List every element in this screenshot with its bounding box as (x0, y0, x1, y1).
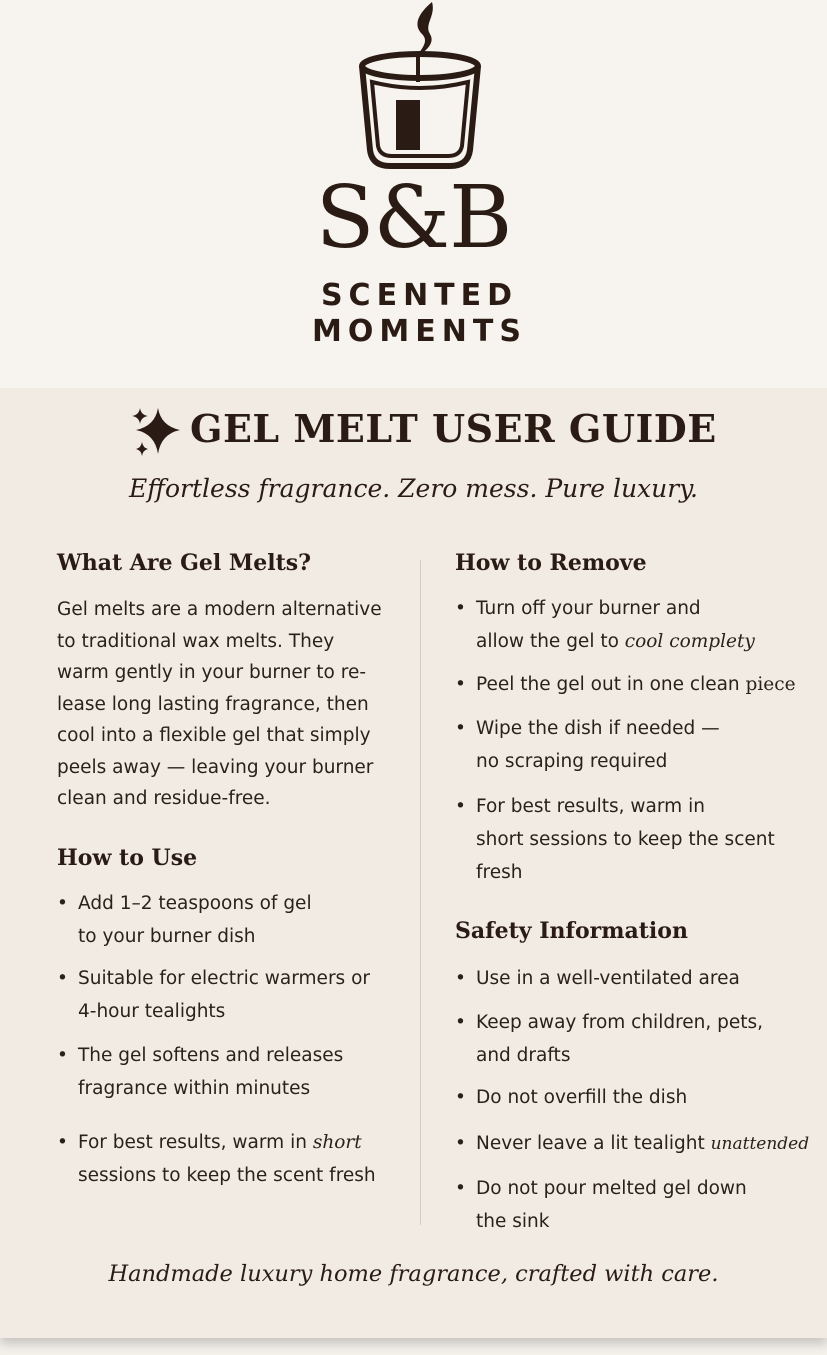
paragraph-line: peels away — leaving your burner (57, 756, 374, 778)
bullet-dot: • (455, 968, 466, 989)
list-item: • Never leave a lit tealight unattended (455, 1127, 809, 1161)
list-item: • Wipe the dish if needed — no scraping required (455, 712, 720, 778)
guide-tagline: Effortless fragrance. Zero mess. Pure luxury. (129, 474, 698, 503)
candle-jar-icon (350, 0, 490, 170)
brand-name-line2: MOMENTS (312, 314, 527, 349)
list-item: • For best results, warm in short sessions to keep the scent fresh (455, 790, 775, 889)
brand-name-line1: SCENTED (320, 278, 519, 313)
list-item: • The gel softens and releases fragrance within minutes (57, 1039, 343, 1105)
paragraph-line: clean and residue-free. (57, 788, 271, 809)
bullet-dot: • (57, 1132, 68, 1153)
paragraph-line: warm gently in your burner to re- (57, 662, 366, 683)
how-to-use-heading: How to Use (57, 845, 198, 871)
sparkle-icon (128, 406, 184, 458)
list-item: • Peel the gel out in one clean piece (455, 668, 796, 701)
bullet-dot: • (455, 598, 466, 619)
how-to-remove-heading: How to Remove (455, 550, 647, 576)
bullet-dot: • (455, 718, 466, 739)
paragraph-line: to traditional wax melts. They (57, 630, 335, 652)
brand-monogram: S&B (315, 168, 512, 268)
list-item: • Use in a well-ventilated area (455, 962, 740, 995)
list-item: • Keep away from children, pets, and drafts (455, 1006, 763, 1072)
paragraph-line: lease long lasting fragrance, then (57, 693, 369, 715)
footer-tagline: Handmade luxury home fragrance, crafted with care. (108, 1261, 719, 1287)
list-item: • Add 1–2 teaspoons of gel to your burner dish (57, 887, 312, 953)
what-are-heading: What Are Gel Melts? (57, 550, 312, 576)
guide-title: GEL MELT USER GUIDE (190, 406, 717, 451)
bullet-dot: • (455, 1133, 466, 1154)
brand-header (0, 0, 827, 388)
what-are-paragraph (57, 594, 402, 815)
bullet-dot: • (455, 1087, 466, 1108)
list-item: • Do not pour melted gel down the sink (455, 1172, 747, 1238)
bullet-dot: • (455, 1178, 466, 1199)
bullet-dot: • (455, 796, 466, 817)
list-item: • Suitable for electric warmers or 4-hour tealights (57, 962, 370, 1028)
bullet-dot: • (455, 1012, 466, 1033)
list-item: • For best results, warm in short sessions to keep the scent fresh (57, 1126, 376, 1192)
bullet-dot: • (57, 893, 68, 914)
paragraph-line: Gel melts are a modern alternative (57, 599, 382, 620)
bullet-dot: • (455, 674, 466, 695)
bullet-dot: • (57, 968, 68, 989)
list-item: • Turn off your burner and allow the gel to cool complety (455, 592, 755, 658)
safety-heading: Safety Information (455, 918, 688, 944)
column-divider (420, 560, 421, 1225)
bullet-dot: • (57, 1045, 68, 1066)
list-item: • Do not overfill the dish (455, 1081, 687, 1114)
paragraph-line: cool into a flexible gel that simply (57, 725, 371, 746)
